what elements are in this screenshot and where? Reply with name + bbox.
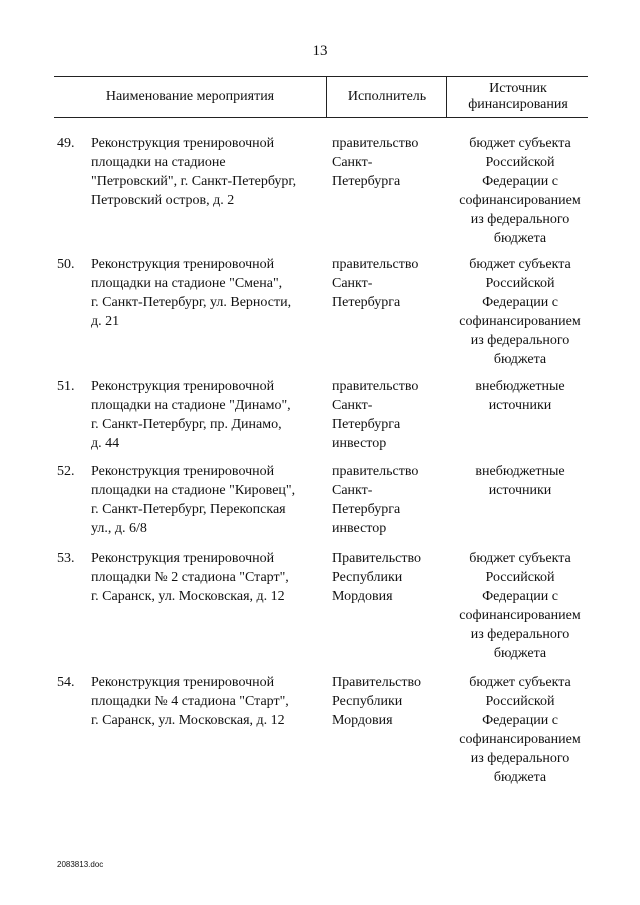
funding-source-line: Российской: [485, 570, 555, 585]
executor-cell: [332, 549, 444, 606]
row-number: 49.: [57, 136, 75, 151]
funding-source-cell: [452, 549, 588, 663]
event-name-line: г. Саранск, ул. Московская, д. 12: [91, 713, 285, 728]
event-name-line: площадки на стадионе "Динамо",: [91, 398, 291, 413]
event-name-line: Реконструкция тренировочной: [91, 464, 275, 479]
funding-source-line: Российской: [485, 155, 555, 170]
event-name-line: г. Санкт-Петербург, ул. Верности,: [91, 295, 292, 310]
executor-cell: [332, 462, 444, 538]
funding-source-cell: [452, 462, 588, 500]
row-number: 52.: [57, 464, 75, 479]
file-name: 2083813.doc: [57, 860, 104, 869]
event-name-line: площадки № 2 стадиона "Старт",: [91, 570, 289, 585]
header-source-line: финансирования: [468, 97, 568, 112]
funding-source-line: источники: [488, 483, 552, 498]
executor-line: Мордовия: [332, 713, 393, 728]
row-number: 53.: [57, 551, 75, 566]
funding-source-line: источники: [488, 398, 552, 413]
funding-source-cell: [452, 134, 588, 248]
header-source: [446, 77, 589, 117]
event-name-line: Реконструкция тренировочной: [91, 257, 275, 272]
funding-source-line: бюджета: [493, 770, 547, 785]
row-number: 51.: [57, 379, 75, 394]
row-number: 54.: [57, 675, 75, 690]
executor-line: инвестор: [332, 436, 387, 451]
funding-source-cell: [452, 377, 588, 415]
funding-source-line: внебюджетные: [475, 379, 565, 394]
event-name-cell: [91, 673, 321, 730]
funding-source-line: из федерального: [470, 333, 570, 348]
event-name-cell: [91, 377, 321, 453]
executor-line: Республики: [332, 694, 403, 709]
executor-line: правительство: [332, 464, 419, 479]
event-name-line: площадки на стадионе "Кировец",: [91, 483, 296, 498]
executor-line: Правительство: [332, 551, 421, 566]
event-name-line: ул., д. 6/8: [91, 521, 147, 536]
event-name-line: г. Саранск, ул. Московская, д. 12: [91, 589, 285, 604]
funding-source-line: Федерации с: [482, 295, 558, 310]
executor-line: Санкт-: [332, 276, 373, 291]
executor-line: правительство: [332, 136, 419, 151]
event-name-line: д. 21: [91, 314, 120, 329]
event-name-cell: [91, 134, 321, 210]
funding-source-line: софинансированием: [459, 608, 581, 623]
funding-source-line: бюджета: [493, 646, 547, 661]
event-name-line: Реконструкция тренировочной: [91, 379, 275, 394]
funding-source-line: Федерации с: [482, 713, 558, 728]
funding-source-line: из федерального: [470, 751, 570, 766]
executor-line: Республики: [332, 570, 403, 585]
event-name-line: Реконструкция тренировочной: [91, 675, 275, 690]
executor-line: правительство: [332, 379, 419, 394]
page-number: 13: [312, 43, 328, 59]
funding-source-line: софинансированием: [459, 732, 581, 747]
executor-line: Санкт-: [332, 483, 373, 498]
funding-source-line: Федерации с: [482, 174, 558, 189]
event-name-line: площадки на стадионе: [91, 155, 226, 170]
event-name-line: площадки № 4 стадиона "Старт",: [91, 694, 289, 709]
event-name-line: Реконструкция тренировочной: [91, 551, 275, 566]
executor-line: Петербурга: [332, 417, 401, 432]
funding-source-line: из федерального: [470, 212, 570, 227]
header-name: Наименование мероприятия: [105, 89, 275, 104]
event-name-line: Реконструкция тренировочной: [91, 136, 275, 151]
event-name-line: "Петровский", г. Санкт-Петербург,: [91, 174, 297, 189]
executor-line: Мордовия: [332, 589, 393, 604]
executor-line: Петербурга: [332, 295, 401, 310]
funding-source-line: бюджет субъекта: [469, 136, 571, 151]
event-name-line: г. Санкт-Петербург, пр. Динамо,: [91, 417, 282, 432]
executor-cell: [332, 377, 444, 453]
executor-line: Правительство: [332, 675, 421, 690]
table-header: [54, 76, 588, 118]
funding-source-line: бюджет субъекта: [469, 551, 571, 566]
executor-cell: [332, 673, 444, 730]
executor-line: правительство: [332, 257, 419, 272]
header-executor: Исполнитель: [326, 77, 447, 117]
event-name-line: площадки на стадионе "Смена",: [91, 276, 283, 291]
executor-line: Санкт-: [332, 398, 373, 413]
row-number: 50.: [57, 257, 75, 272]
funding-source-line: софинансированием: [459, 314, 581, 329]
event-name-line: д. 44: [91, 436, 120, 451]
funding-source-line: бюджет субъекта: [469, 675, 571, 690]
header-source-line: Источник: [489, 81, 547, 96]
funding-source-line: бюджета: [493, 231, 547, 246]
executor-line: Петербурга: [332, 502, 401, 517]
funding-source-line: из федерального: [470, 627, 570, 642]
funding-source-cell: [452, 255, 588, 369]
event-name-cell: [91, 255, 321, 331]
executor-line: Петербурга: [332, 174, 401, 189]
executor-cell: [332, 255, 444, 312]
funding-source-line: бюджета: [493, 352, 547, 367]
funding-source-line: софинансированием: [459, 193, 581, 208]
funding-source-line: внебюджетные: [475, 464, 565, 479]
executor-line: Санкт-: [332, 155, 373, 170]
funding-source-line: бюджет субъекта: [469, 257, 571, 272]
event-name-cell: [91, 462, 321, 538]
executor-cell: [332, 134, 444, 191]
event-name-line: Петровский остров, д. 2: [91, 193, 235, 208]
funding-source-line: Российской: [485, 694, 555, 709]
executor-line: инвестор: [332, 521, 387, 536]
funding-source-line: Российской: [485, 276, 555, 291]
event-name-cell: [91, 549, 321, 606]
event-name-line: г. Санкт-Петербург, Перекопская: [91, 502, 286, 517]
funding-source-cell: [452, 673, 588, 787]
funding-source-line: Федерации с: [482, 589, 558, 604]
